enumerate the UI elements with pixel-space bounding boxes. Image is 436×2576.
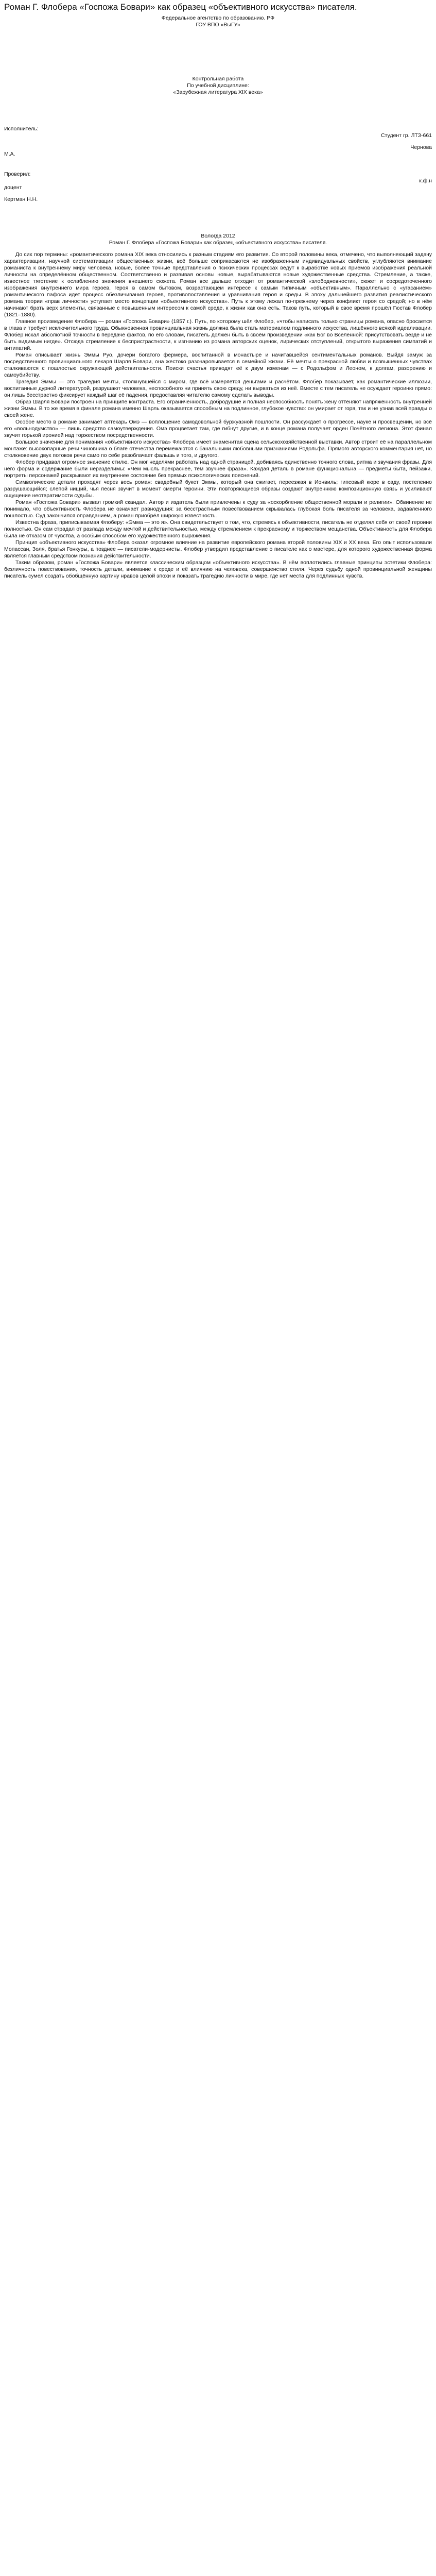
body-paragraph: Роман «Госпожа Бовари» вызвал громкий скандал. Автор и издатель были привлечены к суду за «оскорбление общественной морали и религии». Обвинение не понимало, что объективность Флобера не означает равнодушия: за бесстрастным повествованием скрывалась глубокая боль писателя за человека, задавленного пошлостью. Суд закончился оправданием, а роман приобрёл широкую известность. bbox=[4, 499, 432, 519]
reviewer-degree: к.ф.н bbox=[419, 178, 432, 184]
university-line: ГОУ ВПО «ВыГУ» bbox=[196, 22, 240, 28]
body-paragraph: Символические детали проходят через весь роман: свадебный букет Эммы, который она сжигает, переезжая в Ионвиль; гипсовый кюре в саду, постепенно разрушающийся; слепой нищий, чья песня звучит в момент смерти героини. Эти повторяющиеся образы создают внутреннюю композиционную связь и усиливают ощущение неотвратимости судьбы. bbox=[4, 479, 432, 499]
body-paragraph: До сих пор термины: «романтического романа XIX века относились к разным стадиям его развития. Со второй половины века, отмечено, что выполняющий задачу характеризации, научной систематизации общественных жизни, всё больше соприкасаются не изображенным индивидуальных свойств, углубляются внимание романиста к внутреннему миру человека, новые, более точные представления о психических процессах ведут к выработке новых приемов изображения реальной личности на определённом общественном. Соответственно и развивая основы новые, вырабатываются новые художественные средства. Стремление, а также, известное тяготение к ослаблению значения внешнего сюжета. Роман все дальше отходит от романтической «злободневности», сюжет и сосредоточенного изображения внутреннего мира героев, героя в самом бытовом, возрастающем интересе к самым типичным «объективным». Параллельно с «угасанием» романтического пафоса идет процесс обезличивания героев, противопоставления и уравнивания героя и среды. В эпоху дальнейшего развития реалистического романа теории «прав личности» уступает место концепции «объективного искусства». Путь к этому лежал по-прежнему через конфликт героя со средой; но в нём начинают брать верх элементы, связанные с повышенным интересом к самой среде, к жизни как она есть. Таков путь, который в свое время прошёл Гюстав Флобер (1821–1880). bbox=[4, 251, 432, 318]
reviewer-name: Кертман Н.Н. bbox=[4, 196, 38, 202]
body-paragraph: Особое место в романе занимает аптекарь Омэ — воплощение самодовольной буржуазной пошлости. Он рассуждает о прогрессе, науке и просвещении, но всё его «вольнодумство» — лишь средство самоутверждения. Омэ процветает там, где гибнут другие, и в конце романа получает орден Почётного легиона. Этот финал звучит горькой иронией над торжеством посредственности. bbox=[4, 419, 432, 438]
course-prefix: По учебной дисциплине: bbox=[187, 82, 249, 89]
executor-label: Исполнитель: bbox=[4, 126, 39, 132]
reviewer-label: Проверил: bbox=[4, 171, 31, 177]
document-page bbox=[0, 0, 436, 580]
course-name: «Зарубежная литература XIX века» bbox=[173, 89, 263, 95]
agency-line: Федеральное агентство по образованию. РФ bbox=[161, 15, 275, 21]
body-paragraph: Известна фраза, приписываемая Флоберу: «Эмма — это я». Она свидетельствует о том, что, стремясь к объективности, писатель не отделял себя от своей героини полностью. Он сам страдал от разлада между мечтой и действительностью, между стремлением к прекрасному и торжеством мещанства. Объективность для Флобера была не отказом от чувства, а особым способом его художественного выражения. bbox=[4, 519, 432, 539]
city-year: Вологда 2012 bbox=[201, 233, 235, 239]
body-paragraph: Главное произведение Флобера — роман «Госпожа Бовари» (1857 г.). Путь, по которому шёл Флобер, «чтобы написать только страницы романа, опасно бросается в глаза и требует исключительного труда. Обыкновенная провинциальная жизнь должна была стать материалом подлинного искусства, лишённого всякой идеализации. Флобер искал абсолютной точности в передаче фактов, по его словам, писатель должен быть в своём произведении «как Бог во Вселенной: присутствовать везде и не быть видимым нигде». Отсюда стремление к беспристрастности, к изгнанию из романа авторских оценок, лирических отступлений, открытого выражения симпатий и антипатий. bbox=[4, 318, 432, 351]
student-initials: М.А. bbox=[4, 151, 15, 157]
student-group: Студент гр. ЛТЗ-661 bbox=[381, 132, 432, 139]
body-paragraph: Большое значение для понимания «объективного искусства» Флобера имеет знаменитая сцена сельскохозяйственной выставки. Автор строит её на параллельном монтаже: высокопарные речи чиновника о благе отечества перемежаются с банальными любовными признаниями Родольфа. Прямого авторского комментария нет, но столкновение двух потоков речи само по себе разоблачает фальшь и того, и другого. bbox=[4, 439, 432, 459]
body-paragraph: Образ Шарля Бовари построен на принципе контраста. Его ограниченность, добродушие и полная неспособность понять жену оттеняют напряжённость внутренней жизни Эммы. В то же время в финале романа именно Шарль оказывается способным на подлинное, глубокое чувство: он умирает от горя, так и не узнав всей правды о своей жене. bbox=[4, 399, 432, 418]
title-page bbox=[4, 15, 432, 246]
body-paragraph: Принцип «объективного искусства» Флобера оказал огромное влияние на развитие европейского романа второй половины XIX и XX века. Его опыт использовали Мопассан, Золя, братья Гонкуры, а позднее — писатели-модернисты. Флобер утвердил представление о писателе как о мастере, для которого художественная форма является главным средством познания действительности. bbox=[4, 539, 432, 559]
essay-body bbox=[4, 251, 432, 580]
body-paragraph: Трагедия Эммы — это трагедия мечты, столкнувшейся с миром, где всё измеряется деньгами и расчётом. Флобер показывает, как романтические иллюзии, воспитанные дурной литературой, разрушают человека, неспособного ни принять свою среду, ни вырваться из неё. Вместе с тем писатель не осуждает героиню прямо: он лишь бесстрастно фиксирует каждый шаг её падения, предоставляя читателю самому сделать выводы. bbox=[4, 379, 432, 398]
body-paragraph: Флобер придавал огромное значение стилю. Он мог неделями работать над одной страницей, добиваясь единственно точного слова, ритма и звучания фразы. Для него форма и содержание были неразделимы: «Чем мысль прекраснее, тем звучнее фраза». Каждая деталь в романе функциональна — предметы быта, пейзажи, портреты персонажей раскрывают их внутреннее состояние без прямых психологических пояснений. bbox=[4, 459, 432, 479]
reviewer-position: доцент bbox=[4, 184, 22, 191]
body-paragraph: Роман описывает жизнь Эммы Руо, дочери богатого фермера, воспитанной в монастыре и начитавшейся сентиментальных романов. Выйдя замуж за посредственного провинциального лекаря Шарля Бовари, она жестоко разочаровывается в семейной жизни. Её мечты о прекрасной любви и возвышенных чувствах сталкиваются с пошлостью окружающей действительности. Поиски счастья приводят её к двум изменам — с Родольфом и Леоном, к долгам, разорению и самоубийству. bbox=[4, 352, 432, 378]
work-type: Контрольная работа bbox=[192, 76, 244, 82]
work-subtitle: Роман Г. Флобера «Госпожа Бовари» как образец «объективного искусства» писателя. bbox=[109, 240, 327, 246]
body-paragraph: Таким образом, роман «Госпожа Бовари» является классическим образцом «объективного искусства». В нём воплотились главные принципы эстетики Флобера: безличность повествования, точность детали, внимание к среде и её влиянию на человека, совершенство стиля. Через судьбу одной провинциальной женщины писатель сумел создать обобщённую картину нравов целой эпохи и показать трагедию личности в мире, где нет места для подлинных чувств. bbox=[4, 560, 432, 579]
document-title: Роман Г. Флобера «Госпожа Бовари» как образец «объективного искусства» писателя. bbox=[4, 2, 357, 12]
student-name: Чернова bbox=[410, 144, 432, 150]
